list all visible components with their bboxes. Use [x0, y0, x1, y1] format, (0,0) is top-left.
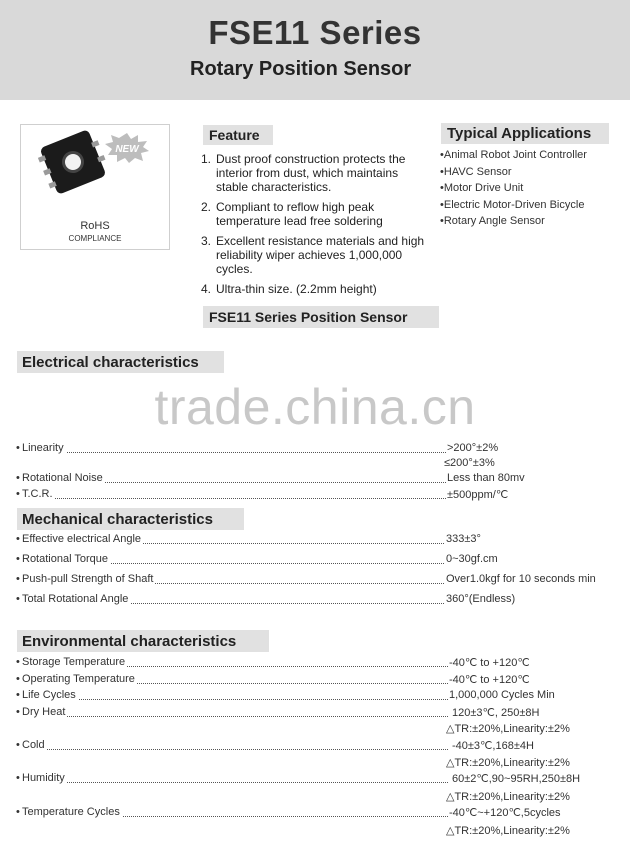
spec-name: Rotational Torque [22, 553, 109, 565]
application-item: •Electric Motor-Driven Bicycle [440, 198, 585, 211]
product-image [20, 124, 170, 250]
spec-name: Storage Temperature [22, 656, 126, 668]
spec-name: Total Rotational Angle [22, 593, 129, 605]
sensor-pin [38, 155, 46, 162]
spec-name: Life Cycles [22, 689, 76, 701]
spec-value: >200°±2% [447, 442, 499, 454]
spec-value: -40℃ to +120℃ [449, 657, 530, 669]
page-title: FSE11 Series [208, 14, 422, 51]
dot-leader [24, 452, 446, 453]
spec-value: ±500ppm/℃ [447, 489, 509, 501]
feature-item [201, 234, 431, 276]
feature-item [201, 152, 431, 194]
spec-name: Push-pull Strength of Shaft [22, 573, 154, 585]
applications-list [440, 147, 587, 230]
application-item: •Motor Drive Unit [440, 182, 524, 194]
spec-name: Rotational Noise [22, 472, 103, 484]
spec-value-secondary: ≤200°±3% [444, 457, 495, 469]
spec-row-total-angle: • Total Rotational Angle 360°(Endless) [16, 593, 516, 605]
spec-name: Dry Heat [22, 706, 66, 718]
mechanical-heading: Mechanical characteristics [17, 508, 244, 530]
spec-value: 360°(Endless) [446, 593, 516, 605]
spec-row-push-pull: • Push-pull Strength of Shaft Over1.0kgf for 10 seconds min [16, 573, 596, 585]
electrical-heading: Electrical characteristics [17, 351, 224, 373]
spec-row-storage-temp: • Storage Temperature -40℃ to +120℃ [16, 656, 530, 669]
feature-text: Compliant to reflow high peak temperature lead free soldering [216, 200, 383, 228]
spec-name: T.C.R. [22, 488, 53, 500]
spec-value: 60±2℃,90~95RH,250±8H [452, 773, 581, 785]
spec-value-secondary: △TR:±20%,Linearity:±2% [446, 825, 570, 837]
spec-row-dry-heat: • Dry Heat 120±3℃, 250±8H [16, 706, 540, 719]
sensor-hole [59, 148, 88, 177]
page-subtitle: Rotary Position Sensor [190, 58, 412, 80]
sensor-pin [91, 140, 99, 147]
feature-number: 1. [201, 152, 212, 166]
new-badge [105, 133, 149, 163]
feature-item [201, 200, 431, 228]
spec-name: Operating Temperature [22, 673, 135, 685]
spec-name: Cold [22, 739, 45, 751]
feature-text: Excellent resistance materials and high reliability wiper achieves 1,000,000 cycles. [216, 234, 425, 276]
spec-row-rotational-torque: • Rotational Torque 0~30gf.cm [16, 553, 498, 565]
spec-value: -40℃~+120℃,5cycles [449, 807, 561, 819]
sensor-pin [48, 181, 56, 188]
feature-number: 4. [201, 282, 212, 296]
rohs-label: RoHS [80, 220, 110, 232]
spec-value: 0~30gf.cm [446, 553, 498, 565]
compliance-label: COMPLIANCE [68, 234, 122, 243]
feature-list [201, 152, 431, 302]
dot-leader [24, 749, 448, 750]
feature-item [201, 282, 431, 296]
watermark: trade.china.cn [154, 379, 476, 435]
spec-name: Humidity [22, 772, 65, 784]
dot-leader [24, 716, 448, 717]
spec-row-rotational-noise: • Rotational Noise Less than 80mv [16, 472, 525, 484]
application-item: •HAVC Sensor [440, 165, 512, 178]
feature-text: Dust proof construction protects the interior from dust, which maintains stable characteristics. [216, 152, 406, 194]
sensor-illustration [40, 129, 107, 195]
application-item: •Animal Robot Joint Controller [440, 149, 587, 161]
application-item: •Rotary Angle Sensor [440, 215, 545, 227]
feature-text: Ultra-thin size. (2.2mm height) [216, 282, 377, 296]
feature-number: 2. [201, 200, 212, 214]
new-badge-text: NEW [115, 144, 139, 155]
dot-leader [24, 782, 448, 783]
spec-value: 120±3℃, 250±8H [452, 707, 540, 719]
spec-value-secondary: △TR:±20%,Linearity:±2% [446, 791, 570, 803]
series-heading: FSE11 Series Position Sensor [203, 306, 439, 328]
spec-name: Temperature Cycles [22, 806, 120, 818]
applications-heading: Typical Applications [441, 123, 609, 144]
spec-row-life-cycles: • Life Cycles 1,000,000 Cycles Min [16, 689, 555, 701]
spec-value: -40℃ to +120℃ [449, 674, 530, 686]
spec-value: -40±3℃,168±4H [452, 740, 534, 752]
spec-row-cold: • Cold -40±3℃,168±4H [16, 739, 534, 752]
header-banner [0, 0, 630, 100]
spec-row-operating-temp: • Operating Temperature -40℃ to +120℃ [16, 673, 530, 686]
spec-name: Linearity [22, 442, 64, 454]
spec-row-temperature-cycles: • Temperature Cycles -40℃~+120℃,5cycles [16, 806, 561, 819]
spec-value: 1,000,000 Cycles Min [449, 689, 555, 701]
sensor-pin [43, 168, 51, 175]
spec-row-humidity: • Humidity 60±2℃,90~95RH,250±8H [16, 772, 581, 785]
environmental-heading: Environmental characteristics [17, 630, 269, 652]
dot-leader [24, 498, 446, 499]
feature-number: 3. [201, 234, 212, 248]
spec-value: Over1.0kgf for 10 seconds min [446, 573, 596, 585]
spec-row-tcr: • T.C.R. ±500ppm/℃ [16, 488, 509, 501]
spec-value-secondary: △TR:±20%,Linearity:±2% [446, 723, 570, 735]
spec-row-linearity: • Linearity >200°±2% [16, 442, 499, 454]
dot-leader [24, 699, 448, 700]
spec-value: Less than 80mv [447, 472, 525, 484]
spec-value: 333±3° [446, 533, 481, 545]
spec-row-effective-angle: • Effective electrical Angle 333±3° [16, 533, 481, 545]
spec-value-secondary: △TR:±20%,Linearity:±2% [446, 757, 570, 769]
feature-heading: Feature [203, 125, 273, 145]
spec-name: Effective electrical Angle [22, 533, 142, 545]
